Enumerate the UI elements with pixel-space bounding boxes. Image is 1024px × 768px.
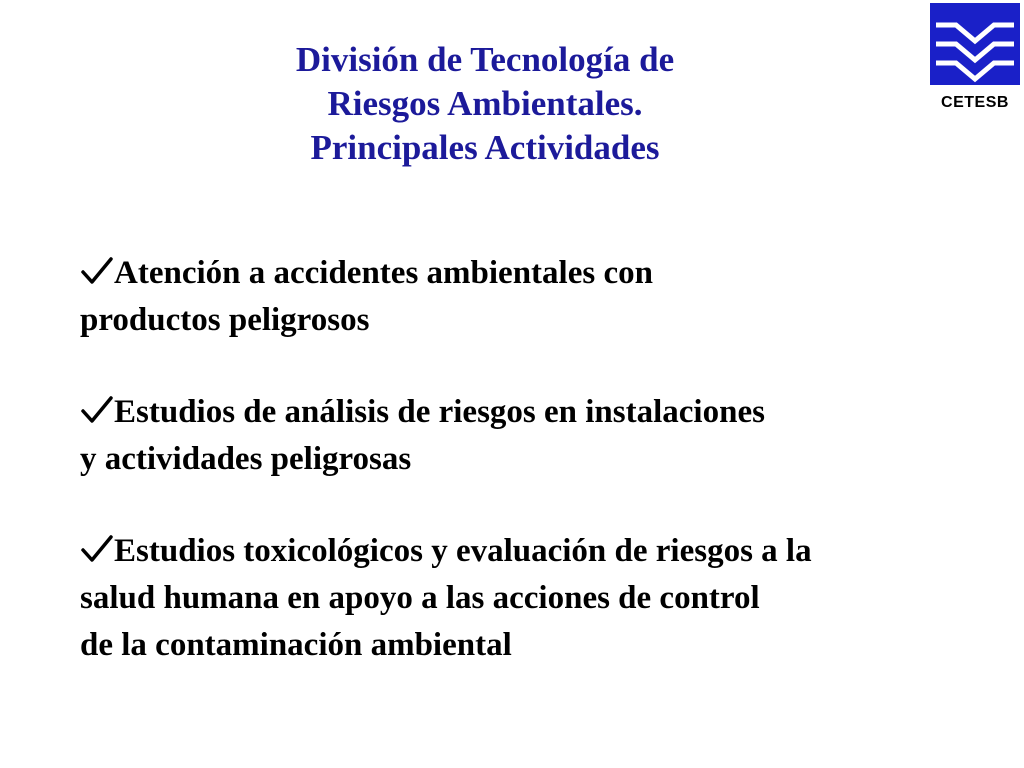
- activity-line: productos peligrosos: [80, 302, 370, 338]
- activity-item: [80, 528, 1000, 669]
- activity-text: Estudios toxicológicos y evaluación de riesgos a la: [114, 533, 812, 569]
- cetesb-logo-text: CETESB: [941, 94, 1009, 111]
- activity-line: [80, 528, 1000, 575]
- activity-item: [80, 389, 1000, 483]
- slide-title: [200, 38, 770, 170]
- activities-list: [80, 250, 1000, 669]
- check-mark-icon: [80, 395, 114, 425]
- activity-line: de la contaminación ambiental: [80, 627, 512, 663]
- activity-text: Atención a accidentes ambientales con: [114, 255, 653, 291]
- cetesb-logo: [928, 0, 1024, 120]
- check-mark-icon: [80, 534, 114, 564]
- check-mark-icon: [80, 256, 114, 286]
- title-line: Principales Actividades: [310, 128, 660, 167]
- title-line: División de Tecnología de: [295, 40, 675, 79]
- activity-line: [80, 250, 1000, 297]
- activity-line: salud humana en apoyo a las acciones de control: [80, 580, 760, 616]
- activity-item: [80, 250, 1000, 344]
- activity-line: [80, 389, 1000, 436]
- activity-text: Estudios de análisis de riesgos en instalaciones: [114, 394, 765, 430]
- cetesb-logo-mark-icon: [930, 3, 1020, 85]
- activity-line: y actividades peligrosas: [80, 441, 412, 477]
- title-line: Riesgos Ambientales.: [327, 84, 643, 123]
